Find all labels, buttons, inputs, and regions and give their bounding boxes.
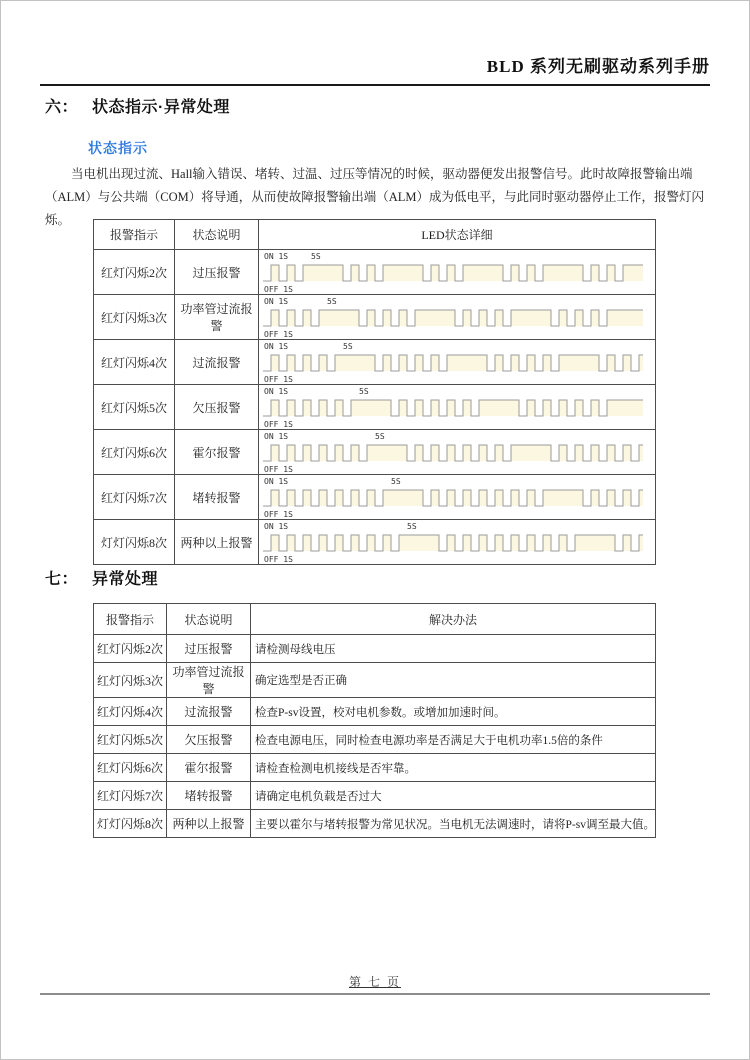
led-waveform-cell [259,520,656,565]
waveform-off-label: OFF 1S [264,465,293,474]
led-table-row [94,430,656,475]
led-table-row [94,295,656,340]
waveform-period-label: 5S [407,522,417,531]
solution-table-row [94,698,656,726]
column-header: 报警指示 [94,220,175,250]
waveform-on-label: ON 1S [264,432,289,441]
alarm-state-cell: 霍尔报警 [175,430,259,475]
paragraph-line: 当电机出现过流、Hall输入错误、堵转、过温、过压等情况的时候，驱动器便发出报警信号。此时故障报警输出端 [71,167,693,181]
waveform-on-label: ON 1S [264,252,289,261]
waveform-fill [263,400,643,416]
section-six-number: 六： [45,99,79,116]
led-table-row [94,340,656,385]
waveform-period-label: 5S [327,297,337,306]
solution-table-row [94,635,656,663]
waveform-fill [263,490,643,506]
paragraph-line: （ALM）与公共端（COM）将导通，从而使故障报警输出端（ALM）成为低电平，与此同时驱动器停止工作，报警灯闪烁。 [45,190,705,227]
solution-table-row [94,782,656,810]
section-seven-heading [45,566,158,589]
waveform-period-label: 5S [359,387,369,396]
led-table-row [94,250,656,295]
led-waveform-cell [259,340,656,385]
page-number: 第 七 页 [348,975,401,989]
section-six-heading [45,94,230,117]
header-rule [40,84,710,86]
led-waveform-cell [259,250,656,295]
led-blink-waveform [263,340,647,384]
alarm-state-cell: 欠压报警 [175,385,259,430]
waveform-period-label: 5S [311,252,321,261]
alarm-state-cell: 功率管过流报警 [167,663,251,698]
solution-cell: 请确定电机负载是否过大 [251,782,656,810]
solution-table-row [94,810,656,838]
solution-cell: 检查电源电压，同时检查电源功率是否满足大于电机功率1.5倍的条件 [251,726,656,754]
led-table-row [94,520,656,565]
alarm-indicator-cell: 灯灯闪烁8次 [94,520,175,565]
alarm-state-cell: 功率管过流报警 [175,295,259,340]
waveform-fill [263,445,643,461]
alarm-indicator-cell: 红灯闪烁3次 [94,295,175,340]
alarm-indicator-cell: 红灯闪烁4次 [94,340,175,385]
led-blink-waveform [263,475,647,519]
column-header: 状态说明 [167,604,251,635]
solution-cell: 主要以霍尔与堵转报警为常见状况。当电机无法调速时，请将P-sv调至最大值。 [251,810,656,838]
footer-rule [40,972,710,995]
led-table-row [94,475,656,520]
alarm-state-cell: 霍尔报警 [167,754,251,782]
led-table-header-row [94,220,656,250]
alarm-state-cell: 过压报警 [167,635,251,663]
waveform-period-label: 5S [391,477,401,486]
document-title: BLD 系列无刷驱动系列手册 [486,57,710,76]
led-waveform-cell [259,295,656,340]
alarm-state-cell: 过压报警 [175,250,259,295]
alarm-indicator-cell: 红灯闪烁5次 [94,726,167,754]
led-blink-waveform [263,520,647,564]
led-blink-waveform [263,295,647,339]
status-indication-subheading: 状态指示 [88,140,148,156]
column-header: 状态说明 [175,220,259,250]
alarm-indicator-cell: 红灯闪烁4次 [94,698,167,726]
alarm-state-cell: 堵转报警 [167,782,251,810]
led-waveform-cell [259,385,656,430]
waveform-off-label: OFF 1S [264,375,293,384]
waveform-on-label: ON 1S [264,522,289,531]
waveform-on-label: ON 1S [264,477,289,486]
alarm-state-cell: 两种以上报警 [175,520,259,565]
column-header: 报警指示 [94,604,167,635]
led-status-table [93,219,656,565]
section-seven-number: 七： [45,571,79,588]
led-blink-waveform [263,430,647,474]
waveform-period-label: 5S [375,432,385,441]
led-blink-waveform [263,250,647,294]
solution-table [93,603,656,838]
led-waveform-cell [259,475,656,520]
waveform-off-label: OFF 1S [264,510,293,519]
alarm-state-cell: 过流报警 [175,340,259,385]
alarm-indicator-cell: 红灯闪烁6次 [94,430,175,475]
solution-table-row [94,726,656,754]
alarm-indicator-cell: 灯灯闪烁8次 [94,810,167,838]
section-six-title: 状态指示·异常处理 [92,99,230,116]
column-header: 解决办法 [251,604,656,635]
alarm-state-cell: 两种以上报警 [167,810,251,838]
alarm-indicator-cell: 红灯闪烁7次 [94,475,175,520]
solution-cell: 检查P-sv设置，校对电机参数。或增加加速时间。 [251,698,656,726]
alarm-state-cell: 堵转报警 [175,475,259,520]
solution-table-row [94,754,656,782]
alarm-indicator-cell: 红灯闪烁3次 [94,663,167,698]
alarm-indicator-cell: 红灯闪烁2次 [94,635,167,663]
solution-cell: 请检查检测电机接线是否牢靠。 [251,754,656,782]
alarm-indicator-cell: 红灯闪烁2次 [94,250,175,295]
waveform-fill [263,535,643,551]
waveform-off-label: OFF 1S [264,330,293,339]
waveform-on-label: ON 1S [264,387,289,396]
alarm-state-cell: 过流报警 [167,698,251,726]
led-table-row [94,385,656,430]
section-seven-title: 异常处理 [92,571,159,588]
column-header: LED状态详细 [259,220,656,250]
waveform-fill [263,265,643,281]
waveform-period-label: 5S [343,342,353,351]
solution-table-row [94,663,656,698]
alarm-indicator-cell: 红灯闪烁7次 [94,782,167,810]
waveform-fill [263,310,643,326]
solution-cell: 请检测母线电压 [251,635,656,663]
waveform-fill [263,355,643,371]
alarm-indicator-cell: 红灯闪烁6次 [94,754,167,782]
led-waveform-cell [259,430,656,475]
waveform-on-label: ON 1S [264,297,289,306]
waveform-on-label: ON 1S [264,342,289,351]
waveform-off-label: OFF 1S [264,555,293,564]
waveform-off-label: OFF 1S [264,285,293,294]
solution-cell: 确定选型是否正确 [251,663,656,698]
alarm-state-cell: 欠压报警 [167,726,251,754]
waveform-off-label: OFF 1S [264,420,293,429]
alarm-indicator-cell: 红灯闪烁5次 [94,385,175,430]
led-blink-waveform [263,385,647,429]
solution-table-header-row [94,604,656,635]
